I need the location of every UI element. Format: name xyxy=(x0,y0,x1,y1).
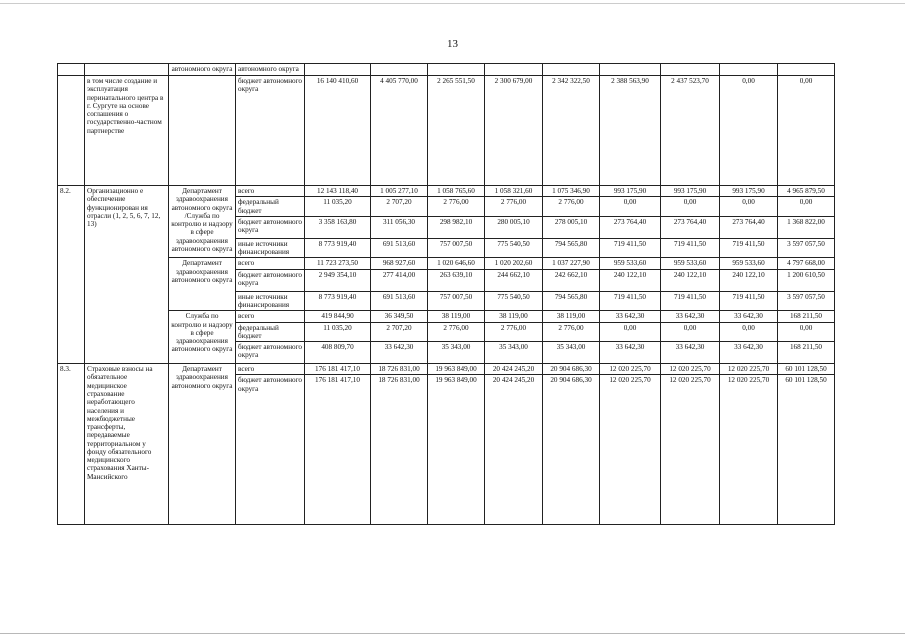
value-cell: 1 020 202,60 xyxy=(485,258,543,269)
value-cell: 0,00 xyxy=(720,322,778,342)
value-cell: 33 642,30 xyxy=(600,311,661,322)
value-cell: 1 005 277,10 xyxy=(371,186,428,197)
value-cell: 1 200 610,50 xyxy=(778,269,835,291)
value-cell: 2 342 322,50 xyxy=(543,76,600,186)
executor-cell: Департамент здравоохранения автономного округа xyxy=(169,364,236,525)
value-cell: 0,00 xyxy=(720,197,778,217)
value-cell: 263 639,10 xyxy=(428,269,485,291)
value-cell: 36 349,50 xyxy=(371,311,428,322)
source-cell: федеральный бюджет xyxy=(236,322,305,342)
value-cell: 20 904 686,30 xyxy=(543,364,600,375)
value-cell: 0,00 xyxy=(661,197,720,217)
table-row xyxy=(58,258,835,269)
value-cell: 311 056,30 xyxy=(371,216,428,238)
source-cell: бюджет автономного округа xyxy=(236,375,305,525)
value-cell: 8 773 919,40 xyxy=(305,238,371,258)
source-cell: иные источники финансирования xyxy=(236,291,305,311)
value-cell: 60 101 128,50 xyxy=(778,364,835,375)
value-cell: 242 662,10 xyxy=(543,269,600,291)
source-cell: бюджет автономного округа xyxy=(236,269,305,291)
value-cell: 11 723 273,50 xyxy=(305,258,371,269)
name-cell: Организационно е обеспечение функционирован ия отрасли (1, 2, 5, 6, 7, 12, 13) xyxy=(85,186,169,364)
value-cell: 4 405 770,00 xyxy=(371,76,428,186)
value-cell: 993 175,90 xyxy=(720,186,778,197)
value-cell: 8 773 919,40 xyxy=(305,291,371,311)
value-cell: 993 175,90 xyxy=(600,186,661,197)
executor-cell: автономного округа xyxy=(169,64,236,76)
value-cell: 35 343,00 xyxy=(543,342,600,364)
source-cell: иные источники финансирования xyxy=(236,238,305,258)
value-cell: 240 122,10 xyxy=(720,269,778,291)
name-cell: Страховые взносы на обязательное медицинское страхование неработающего населения и межбюджетные трансферты, передаваемые территориальном у фонду обязательного медицинского страхования Ханты-Мансийского xyxy=(85,364,169,525)
value-cell: 419 844,90 xyxy=(305,311,371,322)
value-cell: 1 020 646,60 xyxy=(428,258,485,269)
value-cell: 0,00 xyxy=(778,76,835,186)
budget-table xyxy=(57,63,835,525)
value-cell: 20 904 686,30 xyxy=(543,375,600,525)
value-cell: 2 776,00 xyxy=(428,197,485,217)
value-cell: 33 642,30 xyxy=(371,342,428,364)
value-cell: 11 035,20 xyxy=(305,322,371,342)
source-cell: бюджет автономного округа xyxy=(236,216,305,238)
value-cell: 176 181 417,10 xyxy=(305,364,371,375)
value-cell: 2 776,00 xyxy=(543,197,600,217)
executor-cell: Департамент здравоохранения автономного округа xyxy=(169,258,236,311)
source-cell: бюджет автономного округа xyxy=(236,342,305,364)
name-cell: в том числе создание и эксплуатация перинатального центра в г. Сургуте на основе соглашения о государственно-частном партнерстве xyxy=(85,76,169,186)
value-cell: 2 707,20 xyxy=(371,197,428,217)
value-cell: 959 533,60 xyxy=(720,258,778,269)
executor-cell: Служба по контролю и надзору в сфере здравоохранения автономного округа xyxy=(169,311,236,364)
value-cell: 12 020 225,70 xyxy=(720,364,778,375)
source-cell: всего xyxy=(236,364,305,375)
value-cell: 278 005,10 xyxy=(543,216,600,238)
value-cell: 12 020 225,70 xyxy=(720,375,778,525)
value-cell: 775 540,50 xyxy=(485,238,543,258)
value-cell: 0,00 xyxy=(720,76,778,186)
value-cell: 168 211,50 xyxy=(778,311,835,322)
value-cell: 719 411,50 xyxy=(661,238,720,258)
value-cell: 794 565,80 xyxy=(543,238,600,258)
value-cell: 12 020 225,70 xyxy=(661,364,720,375)
value-cell: 757 007,50 xyxy=(428,291,485,311)
section-number: 8.2. xyxy=(58,186,85,364)
value-cell: 240 122,10 xyxy=(661,269,720,291)
value-cell: 273 764,40 xyxy=(661,216,720,238)
source-cell: всего xyxy=(236,186,305,197)
value-cell: 1 368 822,00 xyxy=(778,216,835,238)
value-cell: 240 122,10 xyxy=(600,269,661,291)
table-body xyxy=(58,64,835,525)
value-cell: 2 949 354,10 xyxy=(305,269,371,291)
value-cell: 2 776,00 xyxy=(485,322,543,342)
value-cell: 12 143 118,40 xyxy=(305,186,371,197)
value-cell: 719 411,50 xyxy=(600,291,661,311)
value-cell: 4 965 879,50 xyxy=(778,186,835,197)
value-cell: 1 058 321,60 xyxy=(485,186,543,197)
source-cell: автономного округа xyxy=(236,64,305,76)
value-cell: 3 597 057,50 xyxy=(778,291,835,311)
value-cell: 33 642,30 xyxy=(720,342,778,364)
value-cell: 12 020 225,70 xyxy=(600,364,661,375)
value-cell: 16 140 410,60 xyxy=(305,76,371,186)
value-cell: 11 035,20 xyxy=(305,197,371,217)
value-cell: 959 533,60 xyxy=(600,258,661,269)
value-cell: 1 075 346,90 xyxy=(543,186,600,197)
value-cell: 38 119,00 xyxy=(428,311,485,322)
value-cell: 19 963 849,00 xyxy=(428,375,485,525)
value-cell: 3 597 057,50 xyxy=(778,238,835,258)
value-cell: 719 411,50 xyxy=(720,238,778,258)
value-cell: 273 764,40 xyxy=(720,216,778,238)
value-cell: 35 343,00 xyxy=(428,342,485,364)
value-cell: 4 797 668,00 xyxy=(778,258,835,269)
value-cell: 2 776,00 xyxy=(485,197,543,217)
value-cell: 33 642,30 xyxy=(661,311,720,322)
value-cell: 0,00 xyxy=(778,197,835,217)
value-cell: 3 358 163,80 xyxy=(305,216,371,238)
value-cell: 1 058 765,60 xyxy=(428,186,485,197)
value-cell: 33 642,30 xyxy=(720,311,778,322)
value-cell: 2 776,00 xyxy=(428,322,485,342)
value-cell: 0,00 xyxy=(600,322,661,342)
value-cell: 719 411,50 xyxy=(600,238,661,258)
table-row xyxy=(58,364,835,375)
source-cell: федеральный бюджет xyxy=(236,197,305,217)
value-cell: 691 513,60 xyxy=(371,291,428,311)
value-cell: 993 175,90 xyxy=(661,186,720,197)
value-cell: 0,00 xyxy=(661,322,720,342)
value-cell: 968 927,60 xyxy=(371,258,428,269)
executor-cell: Департамент здравоохранения автономного округа /Служба по контролю и надзору в сфере здравоохранения автономного округа xyxy=(169,186,236,258)
value-cell: 2 300 679,00 xyxy=(485,76,543,186)
value-cell: 20 424 245,20 xyxy=(485,364,543,375)
page-number: 13 xyxy=(447,38,458,50)
value-cell: 408 809,70 xyxy=(305,342,371,364)
scan-edge-bottom xyxy=(0,633,905,634)
value-cell: 719 411,50 xyxy=(720,291,778,311)
value-cell: 168 211,50 xyxy=(778,342,835,364)
value-cell: 959 533,60 xyxy=(661,258,720,269)
value-cell: 277 414,00 xyxy=(371,269,428,291)
value-cell: 38 119,00 xyxy=(485,311,543,322)
value-cell: 2 707,20 xyxy=(371,322,428,342)
value-cell: 2 776,00 xyxy=(543,322,600,342)
value-cell: 2 388 563,90 xyxy=(600,76,661,186)
value-cell: 691 513,60 xyxy=(371,238,428,258)
value-cell: 12 020 225,70 xyxy=(600,375,661,525)
value-cell: 60 101 128,50 xyxy=(778,375,835,525)
scan-edge-top xyxy=(0,3,905,4)
value-cell: 18 726 831,00 xyxy=(371,364,428,375)
value-cell: 298 982,10 xyxy=(428,216,485,238)
source-cell: бюджет автономного округа xyxy=(236,76,305,186)
value-cell: 19 963 849,00 xyxy=(428,364,485,375)
source-cell: всего xyxy=(236,311,305,322)
value-cell: 0,00 xyxy=(778,322,835,342)
value-cell: 0,00 xyxy=(600,197,661,217)
value-cell: 794 565,80 xyxy=(543,291,600,311)
value-cell: 2 265 551,50 xyxy=(428,76,485,186)
value-cell: 38 119,00 xyxy=(543,311,600,322)
value-cell: 1 037 227,90 xyxy=(543,258,600,269)
value-cell: 2 437 523,70 xyxy=(661,76,720,186)
value-cell: 35 343,00 xyxy=(485,342,543,364)
value-cell: 719 411,50 xyxy=(661,291,720,311)
value-cell: 33 642,30 xyxy=(661,342,720,364)
section-number: 8.3. xyxy=(58,364,85,525)
value-cell: 244 662,10 xyxy=(485,269,543,291)
table-row xyxy=(58,76,835,186)
value-cell: 33 642,30 xyxy=(600,342,661,364)
value-cell: 757 007,50 xyxy=(428,238,485,258)
value-cell: 20 424 245,20 xyxy=(485,375,543,525)
value-cell: 176 181 417,10 xyxy=(305,375,371,525)
table-row xyxy=(58,186,835,197)
value-cell: 273 764,40 xyxy=(600,216,661,238)
value-cell: 280 005,10 xyxy=(485,216,543,238)
value-cell: 18 726 831,00 xyxy=(371,375,428,525)
value-cell: 12 020 225,70 xyxy=(661,375,720,525)
table-row xyxy=(58,64,835,76)
table-row xyxy=(58,311,835,322)
source-cell: всего xyxy=(236,258,305,269)
value-cell: 775 540,50 xyxy=(485,291,543,311)
